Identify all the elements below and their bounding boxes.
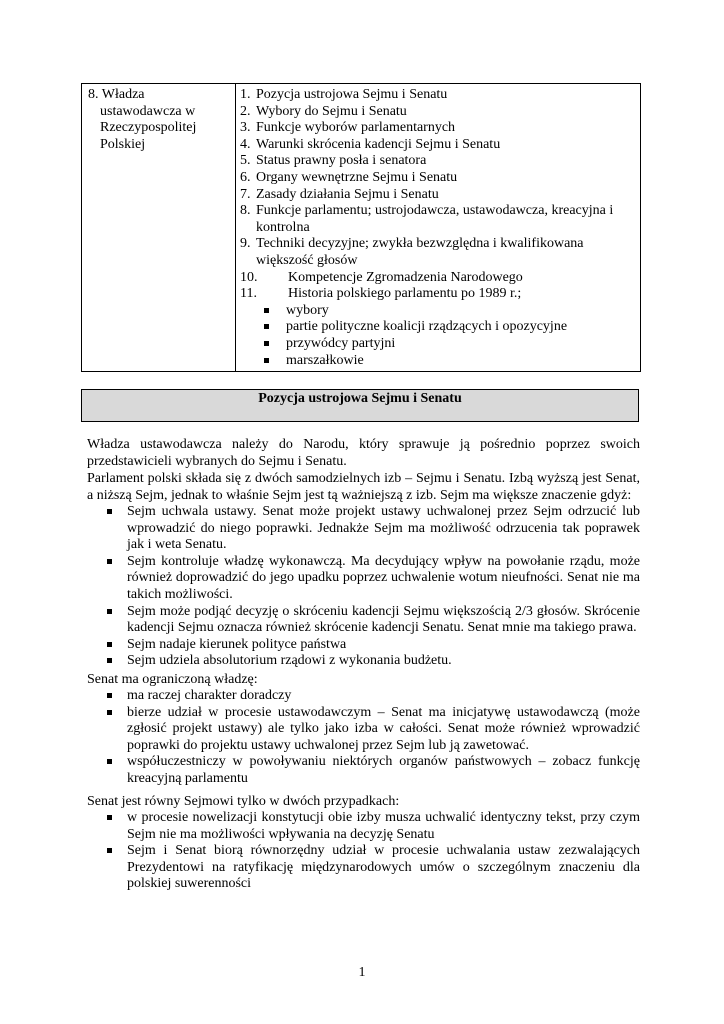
square-bullet-icon xyxy=(264,341,269,346)
square-bullet-icon xyxy=(107,848,112,853)
list-item xyxy=(107,810,640,843)
paragraph: Parlament polski składa się z dwóch samodzielnych izb – Sejmu i Senatu. Izbą wyższą jest Senat, a niższą Sejm, jednak to właśnie Sejm jest tą ważniejszą z izb. Sejm ma większe znaczenie gdyż: xyxy=(87,471,640,503)
square-bullet-icon xyxy=(107,815,112,820)
list-item-text: Sejm nadaje kierunek polityce państwa xyxy=(127,636,347,652)
section-name-line: ustawodawcza w xyxy=(100,103,196,119)
topic-sub-text: marszałkowie xyxy=(286,352,364,368)
bullet-list xyxy=(107,504,640,670)
topic-number: 3. xyxy=(240,120,251,136)
topic-text: Wybory do Sejmu i Senatu xyxy=(256,103,407,119)
topic-item xyxy=(240,187,636,204)
list-item xyxy=(107,754,640,787)
topic-text: Funkcje parlamentu; ustrojodawcza, ustawodawcza, kreacyjna i xyxy=(256,203,614,219)
topic-sub-item xyxy=(240,336,636,353)
topic-item xyxy=(240,120,636,137)
bullet-list xyxy=(107,810,640,893)
list-item-text: współuczestniczy w powoływaniu niektórych organów państwowych – zobacz funkcję kreacyjną parlamentu xyxy=(127,754,640,786)
list-item xyxy=(107,504,640,554)
topic-sub-text: partie polityczne koalicji rządzących i opozycyjne xyxy=(286,319,568,335)
topic-text: Status prawny posła i senatora xyxy=(256,153,427,169)
topic-text: Funkcje wyborów parlamentarnych xyxy=(256,120,456,136)
paragraph: Senat ma ograniczoną władzę: xyxy=(87,672,258,687)
paragraph: Senat jest równy Sejmowi tylko w dwóch przypadkach: xyxy=(87,794,400,809)
topic-number: 4. xyxy=(240,136,251,152)
topic-item xyxy=(240,170,636,187)
list-item xyxy=(107,604,640,637)
list-item-text: Sejm uchwala ustawy. Senat może projekt ustawy uchwalonej przez Sejm odrzucić lub wprowadzić do niego poprawki. Jednakże Sejm ma możliwość odrzucenia tak poprawek jak i weta Senatu. xyxy=(127,504,640,553)
topic-sub-item xyxy=(240,353,636,370)
topic-item xyxy=(240,286,636,303)
topic-number: 11. xyxy=(240,286,257,302)
section-heading: Pozycja ustrojowa Sejmu i Senatu xyxy=(81,389,639,422)
paragraph: Władza ustawodawcza należy do Narodu, który sprawuje ją pośrednio poprzez swoich przedstawicieli wybranych do Sejmu i Senatu. xyxy=(87,437,640,469)
section-name-line: 8. Władza xyxy=(88,87,145,102)
section-name-line: Polskiej xyxy=(100,136,146,152)
topic-number: 2. xyxy=(240,103,251,119)
list-item xyxy=(107,554,640,604)
square-bullet-icon xyxy=(264,358,269,363)
list-item-text: w procesie nowelizacji konstytucji obie izby musza uchwalić identyczny tekst, przy czym Sejm nie ma możliwości wpływania na decyzję Senatu xyxy=(127,810,640,842)
square-bullet-icon xyxy=(107,609,112,614)
bullet-list xyxy=(107,688,640,788)
topic-sub-item xyxy=(240,319,636,336)
topic-item xyxy=(240,87,636,104)
square-bullet-icon xyxy=(107,559,112,564)
list-item xyxy=(107,653,640,670)
list-item-text: Sejm kontroluje władzę wykonawczą. Ma decydujący wpływ na powołanie rządu, może również doprowadzić do jego upadku poprzez uchwalenie wotum nieufności. Senat nie ma takich możliwości. xyxy=(127,553,640,602)
list-item-text: Sejm może podjąć decyzję o skróceniu kadencji Sejmu większością 2/3 głosów. Skrócenie kadencji Sejmu oznacza również skrócenie kadencji Senatu. Senat mnie ma takiego prawa. xyxy=(127,603,640,636)
topic-number: 1. xyxy=(240,87,251,102)
topic-item xyxy=(240,137,636,154)
list-item xyxy=(107,843,640,893)
square-bullet-icon xyxy=(107,710,112,715)
list-item-text: Sejm i Senat biorą równorzędny udział w procesie uchwalania ustaw zezwalających Prezydentowi na ratyfikację międzynarodowych umów o szczególnym znaczeniu dla polskiej suwerenności xyxy=(127,843,640,892)
square-bullet-icon xyxy=(264,308,269,313)
topics-cell xyxy=(236,84,641,372)
topic-text: Historia polskiego parlamentu po 1989 r.; xyxy=(288,286,522,302)
topic-text: Techniki decyzyjne; zwykła bezwzględna i kwalifikowana xyxy=(256,236,584,252)
topic-number: 8. xyxy=(240,203,251,219)
topic-text: Organy wewnętrzne Sejmu i Senatu xyxy=(256,169,458,185)
square-bullet-icon xyxy=(107,642,112,647)
topic-item xyxy=(240,153,636,170)
topic-number: 7. xyxy=(240,186,251,202)
list-item-text: ma raczej charakter doradczy xyxy=(127,688,292,703)
topic-text: Zasady działania Sejmu i Senatu xyxy=(256,186,439,202)
topics-table xyxy=(81,83,641,372)
square-bullet-icon xyxy=(107,658,112,663)
topic-sub-text: przywódcy partyjni xyxy=(286,335,396,351)
list-item xyxy=(107,705,640,755)
topic-item xyxy=(240,203,636,220)
square-bullet-icon xyxy=(107,759,112,764)
topic-item xyxy=(240,236,636,253)
page-number: 1 xyxy=(358,965,366,980)
square-bullet-icon xyxy=(264,324,269,329)
topic-text: Warunki skrócenia kadencji Sejmu i Senatu xyxy=(256,136,501,152)
topic-number: 6. xyxy=(240,169,251,185)
square-bullet-icon xyxy=(107,509,112,514)
topic-number: 5. xyxy=(240,153,251,169)
topic-text: Kompetencje Zgromadzenia Narodowego xyxy=(288,269,523,285)
topic-sub-item xyxy=(240,303,636,320)
section-name-cell xyxy=(82,84,236,372)
topic-item xyxy=(240,104,636,121)
topic-text: Pozycja ustrojowa Sejmu i Senatu xyxy=(256,87,448,102)
list-item xyxy=(107,637,640,654)
section-name-line: Rzeczypospolitej xyxy=(100,120,197,136)
topic-sub-text: wybory xyxy=(286,302,329,318)
topic-item xyxy=(240,270,636,287)
list-item-text: Sejm udziela absolutorium rządowi z wykonania budżetu. xyxy=(127,653,452,669)
list-item xyxy=(107,688,640,705)
topic-text-continuation: kontrolna xyxy=(256,219,310,235)
list-item-text: bierze udział w procesie ustawodawczym – Senat ma inicjatywę ustawodawczą (może zgłosić projekt ustawy) ale tylko jako izba w całości. Senat może również wprowadzić poprawki do projektu ustawy uchwalonej przez Sejm lub ją zawetować. xyxy=(127,704,640,753)
topic-number: 10. xyxy=(240,269,258,285)
topic-number: 9. xyxy=(240,236,251,252)
square-bullet-icon xyxy=(107,693,112,698)
topic-text-continuation: większość głosów xyxy=(256,252,358,268)
